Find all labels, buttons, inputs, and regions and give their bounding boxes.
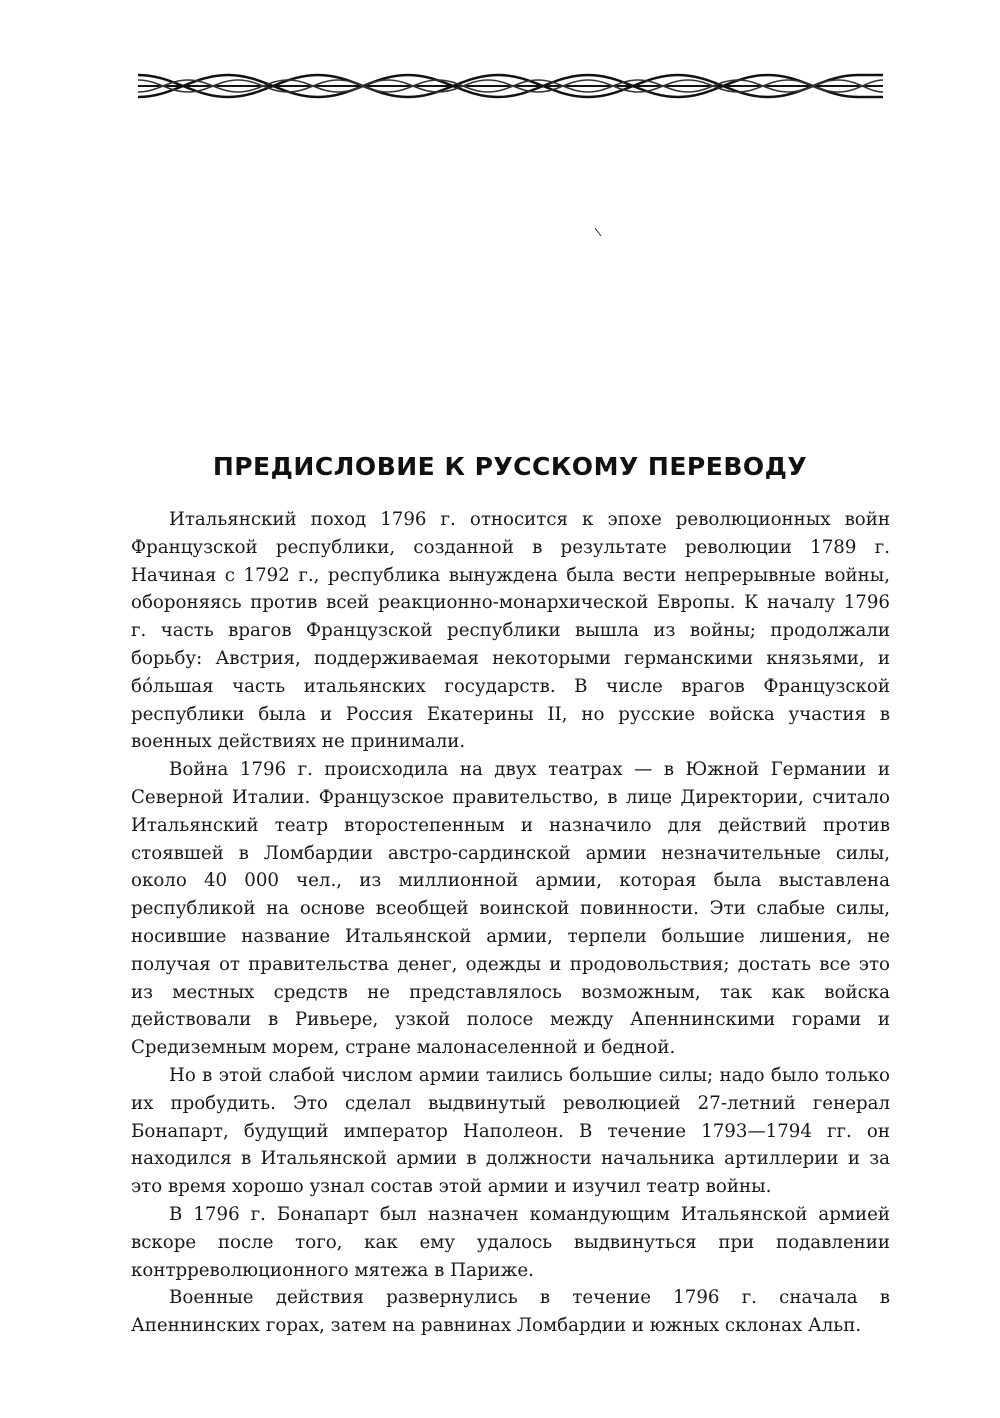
paragraph-2: Война 1796 г. происходила на двух театрах — в Южной Германии и Северной Италии. Французское правительство, в лице Директории, считало Итальянский театр второстепенным и назначило для действий против стоявшей в Ломбардии австро-сардинской армии незначительные силы, около 40 000 чел., из миллионной армии, которая была выставлена республикой на основе всеобщей воинской повинности. Эти слабые силы, носившие название Итальянской армии, терпели большие лишения, не получая от правительства денег, одежды и продовольствия; достать все это из местных средств не представлялось возможным, так как войска действовали в Ривьере, узкой полосе между Апеннинскими горами и Средиземным морем, стране малонаселенной и бедной. bbox=[131, 759, 890, 1059]
decorative-ornament-border bbox=[133, 70, 888, 102]
body-text bbox=[131, 506, 890, 1340]
paragraph-1: Итальянский поход 1796 г. относится к эпохе революционных войн Французской республики, созданной в результате революции 1789 г. Начиная с 1792 г., республика вынуждена была вести непрерывные войны, обороняясь против всей реакционно-монархической Европы. К началу 1796 г. часть врагов Французской республики вышла из войны; продолжали борьбу: Австрия, поддерживаемая некоторыми германскими князьями, и бóльшая часть итальянских государств. В числе врагов Французской республики была и Россия Екатерины II, но русские войска участия в военных действиях не принимали. bbox=[131, 509, 890, 753]
page-title: ПРЕДИСЛОВИЕ К РУССКОМУ ПЕРЕВОДУ bbox=[212, 452, 808, 481]
ornament-icon bbox=[133, 70, 888, 102]
stray-tick-mark bbox=[594, 222, 602, 232]
paragraph-5: Военные действия развернулись в течение 1796 г. сначала в Апеннинских горах, затем на равнинах Ломбардии и южных склонах Альп. bbox=[131, 1287, 890, 1337]
paragraph-3: Но в этой слабой числом армии таились большие силы; надо было только их пробудить. Это сделал выдвинутый революцией 27-летний генерал Бонапарт, будущий император Наполеон. В течение 1793—1794 гг. он находился в Итальянской армии в должности начальника артиллерии и за это время хорошо узнал состав этой армии и изучил театр войны. bbox=[131, 1064, 890, 1198]
paragraph-4: В 1796 г. Бонапарт был назначен командующим Итальянской армией вскоре после того, как ему удалось выдвинуться при подавлении контрреволюционного мятежа в Париже. bbox=[131, 1203, 890, 1281]
